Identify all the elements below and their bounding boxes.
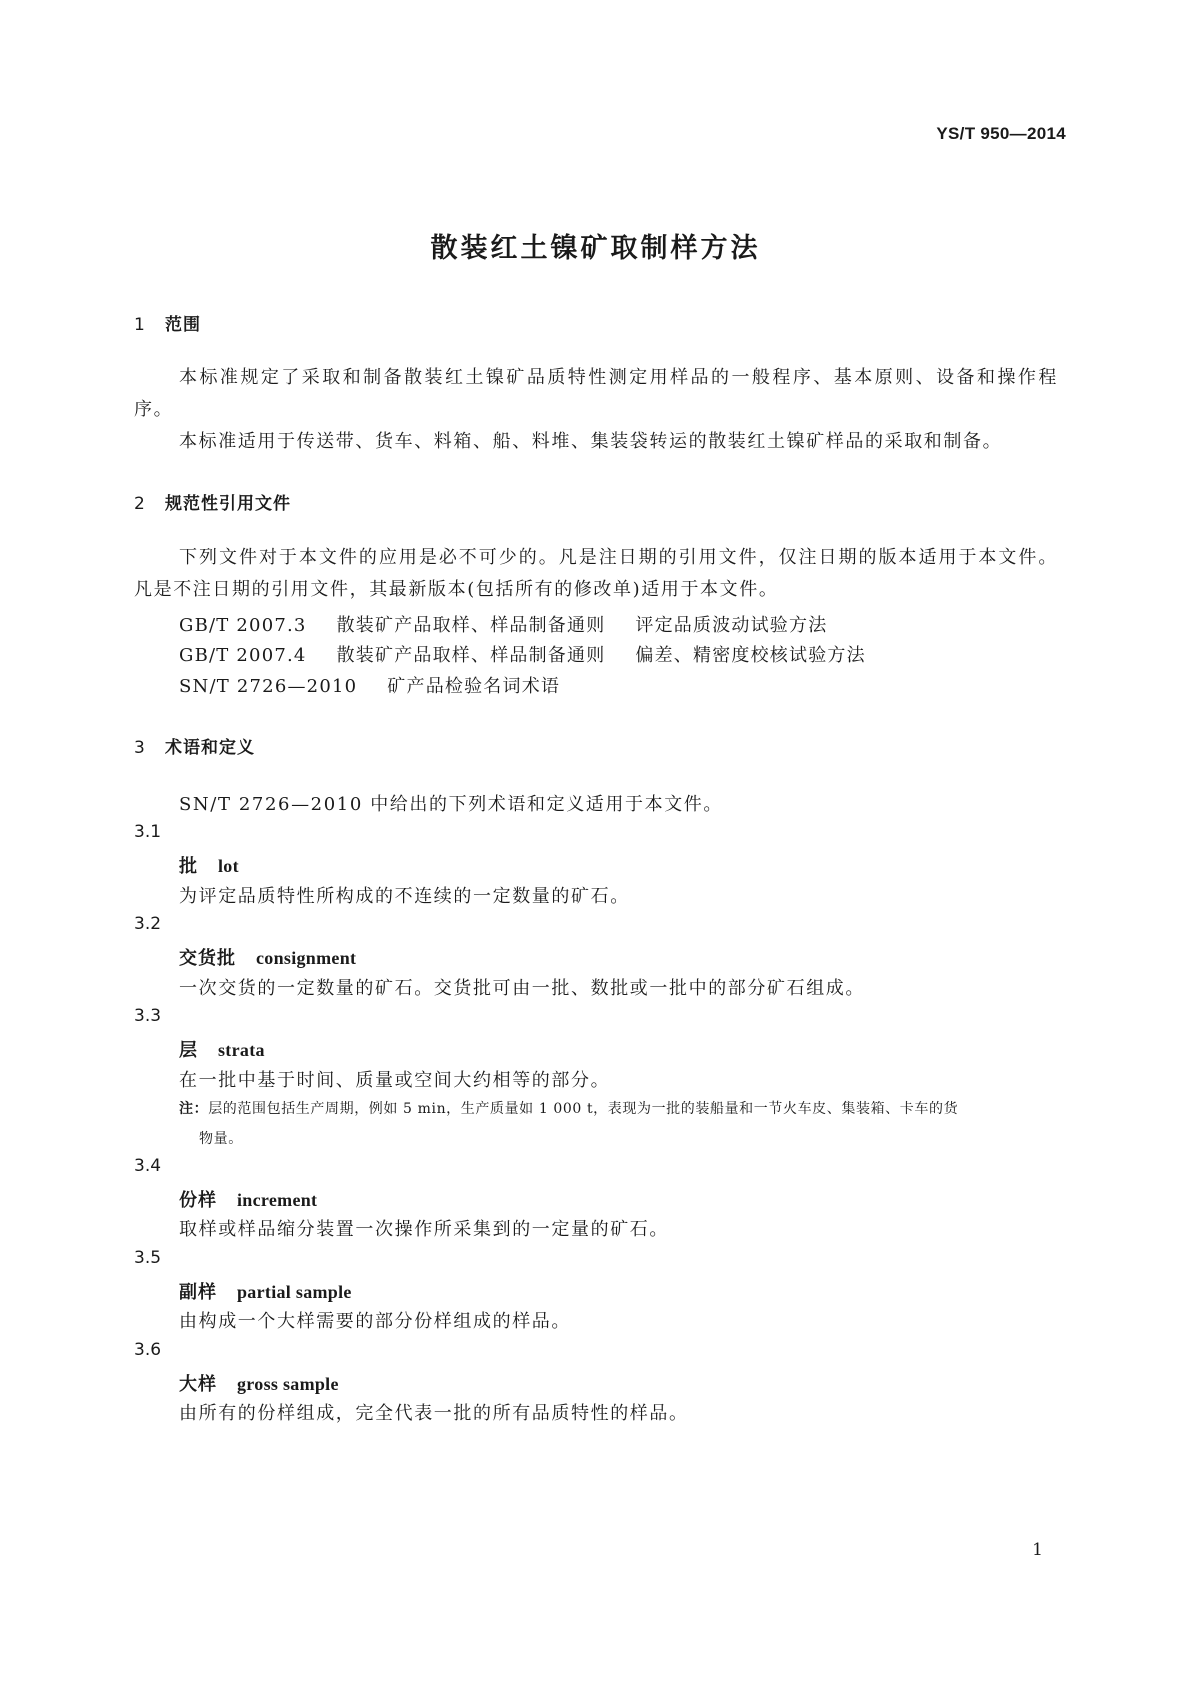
term-definition: 为评定品质特性所构成的不连续的一定数量的矿石。 — [179, 886, 630, 907]
reference-title: 矿产品检验名词术语 — [387, 676, 561, 697]
term-zh: 大样 — [179, 1374, 217, 1395]
term-heading — [179, 1278, 352, 1304]
page-number: 1 — [1032, 1540, 1043, 1560]
note-label: 注： — [179, 1101, 209, 1117]
standard-code: YS/T 950—2014 — [936, 124, 1066, 143]
term-number: 3.1 — [134, 822, 162, 842]
section-number: 2 — [134, 494, 146, 514]
reference-code: GB/T 2007.3 — [179, 615, 307, 636]
term-heading — [179, 1036, 265, 1062]
reference-code: SN/T 2726—2010 — [179, 676, 358, 697]
term-heading — [179, 1370, 339, 1396]
term-en: lot — [218, 856, 239, 876]
term-en: strata — [218, 1040, 265, 1060]
term-number: 3.2 — [134, 914, 162, 934]
section-number: 3 — [134, 738, 146, 758]
term-zh: 批 — [179, 856, 198, 877]
reference-code: GB/T 2007.4 — [179, 645, 307, 666]
section-3-intro: SN/T 2726—2010 中给出的下列术语和定义适用于本文件。 — [179, 794, 724, 815]
term-note — [179, 1094, 1059, 1154]
section-1-paragraph-2: 本标准适用于传送带、货车、料箱、船、料堆、集装袋转运的散装红土镍矿样品的采取和制备。 — [179, 431, 1003, 452]
reference-item — [179, 611, 827, 637]
term-number: 3.3 — [134, 1006, 162, 1026]
section-title: 术语和定义 — [165, 738, 255, 758]
document-title: 散装红土镍矿取制样方法 — [430, 233, 761, 264]
section-title: 范围 — [165, 315, 201, 335]
term-heading — [179, 852, 239, 878]
section-1-heading — [134, 310, 201, 335]
term-en: consignment — [256, 948, 357, 968]
term-definition: 取样或样品缩分装置一次操作所采集到的一定量的矿石。 — [179, 1219, 669, 1240]
section-number: 1 — [134, 315, 146, 335]
term-zh: 副样 — [179, 1282, 217, 1303]
reference-item — [179, 672, 560, 698]
term-definition: 在一批中基于时间、质量或空间大约相等的部分。 — [179, 1070, 611, 1091]
term-zh: 份样 — [179, 1190, 217, 1211]
section-3-heading — [134, 733, 255, 758]
reference-subtitle: 偏差、精密度校核试验方法 — [635, 645, 866, 666]
reference-title: 散装矿产品取样、样品制备通则 — [336, 645, 606, 666]
note-text: 层的范围包括生产周期，例如 5 min，生产质量如 1 000 t，表现为一批的装船量和一节火车皮、集装箱、卡车的货 — [208, 1101, 959, 1117]
term-zh: 交货批 — [179, 948, 236, 969]
note-text-continued: 物量。 — [199, 1131, 243, 1147]
section-2-heading — [134, 489, 291, 514]
term-heading — [179, 944, 356, 970]
term-en: partial sample — [237, 1282, 352, 1302]
section-title: 规范性引用文件 — [165, 494, 291, 514]
term-en: increment — [237, 1190, 318, 1210]
term-en: gross sample — [237, 1374, 339, 1394]
section-1-paragraph-1: 本标准规定了采取和制备散装红土镍矿品质特性测定用样品的一般程序、基本原则、设备和操作程序。 — [134, 367, 1058, 420]
term-definition: 由构成一个大样需要的部分份样组成的样品。 — [179, 1311, 571, 1332]
term-number: 3.5 — [134, 1248, 162, 1268]
term-definition: 一次交货的一定数量的矿石。交货批可由一批、数批或一批中的部分矿石组成。 — [179, 978, 865, 999]
reference-subtitle: 评定品质波动试验方法 — [635, 615, 828, 636]
term-definition: 由所有的份样组成，完全代表一批的所有品质特性的样品。 — [179, 1403, 689, 1424]
term-zh: 层 — [179, 1040, 198, 1061]
term-number: 3.4 — [134, 1156, 162, 1176]
reference-title: 散装矿产品取样、样品制备通则 — [336, 615, 606, 636]
reference-item — [179, 641, 866, 667]
term-number: 3.6 — [134, 1340, 162, 1360]
section-2-intro: 下列文件对于本文件的应用是必不可少的。凡是注日期的引用文件，仅注日期的版本适用于本文件。凡是不注日期的引用文件，其最新版本(包括所有的修改单)适用于本文件。 — [134, 547, 1058, 600]
term-heading — [179, 1186, 317, 1212]
